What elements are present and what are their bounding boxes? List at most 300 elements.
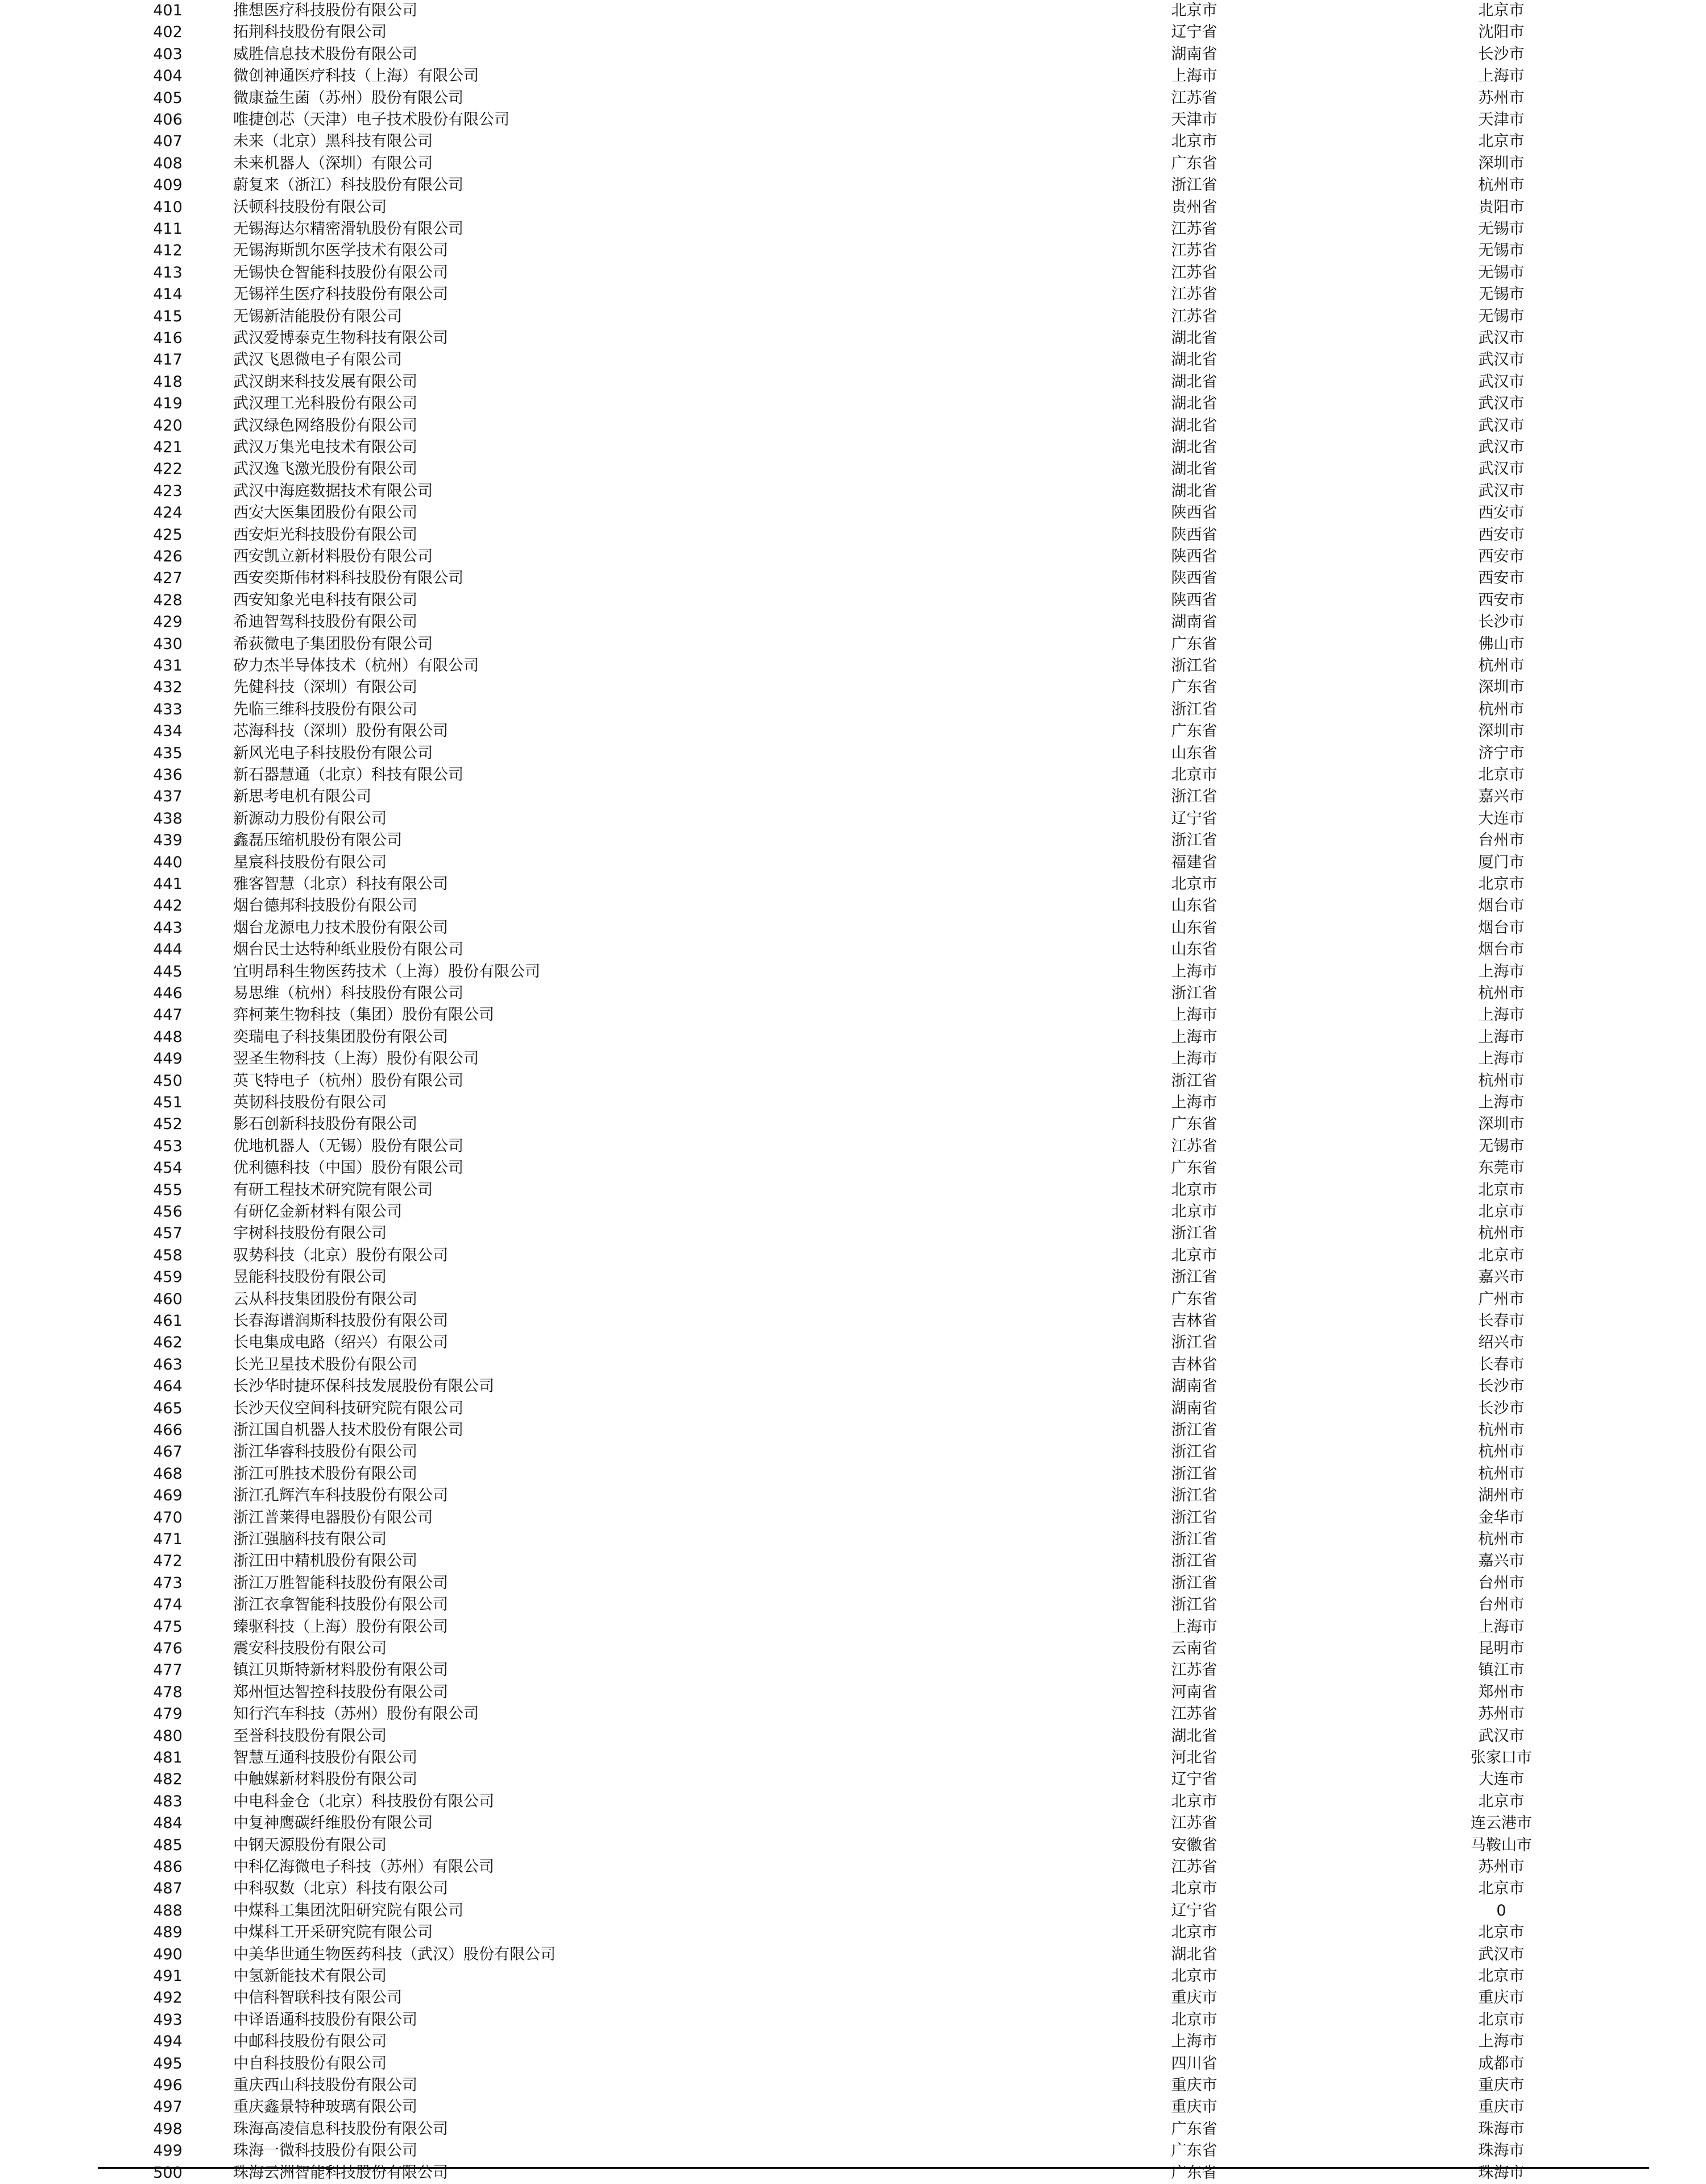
row-number: 478 (153, 1683, 183, 1701)
company-name: 昱能科技股份有限公司 (233, 1268, 387, 1287)
company-name: 烟台德邦科技股份有限公司 (233, 897, 417, 915)
row-number: 440 (153, 853, 183, 871)
city: 武汉市 (1478, 373, 1525, 391)
company-name: 芯海科技（深圳）股份有限公司 (233, 722, 448, 741)
row-number: 435 (153, 744, 183, 762)
company-name: 无锡祥生医疗科技股份有限公司 (233, 286, 448, 304)
row-number: 407 (153, 133, 183, 151)
province: 辽宁省 (1171, 1901, 1218, 1920)
table-row (0, 1027, 1706, 1048)
table-row (0, 2075, 1706, 2096)
province: 江苏省 (1171, 1661, 1218, 1680)
company-name: 臻驱科技（上海）股份有限公司 (233, 1618, 448, 1636)
city: 台州市 (1478, 1596, 1525, 1614)
row-number: 401 (153, 2, 183, 19)
province: 北京市 (1171, 1880, 1218, 1898)
province: 江苏省 (1171, 89, 1218, 107)
company-name: 镇江贝斯特新材料股份有限公司 (233, 1661, 448, 1680)
company-name: 浙江华睿科技股份有限公司 (233, 1443, 417, 1461)
city: 北京市 (1478, 1181, 1525, 1199)
province: 山东省 (1171, 897, 1218, 915)
province: 北京市 (1171, 1792, 1218, 1810)
province: 浙江省 (1171, 1531, 1218, 1548)
table-row (0, 1769, 1706, 1790)
company-name: 奕瑞电子科技集团股份有限公司 (233, 1028, 448, 1046)
row-number: 482 (153, 1771, 183, 1789)
province: 陕西省 (1171, 569, 1218, 588)
company-name: 英韧科技股份有限公司 (233, 1094, 387, 1111)
row-number: 431 (153, 657, 183, 675)
table-row (0, 44, 1706, 65)
city: 无锡市 (1478, 242, 1525, 260)
city: 成都市 (1478, 2054, 1525, 2073)
row-number: 413 (153, 263, 183, 282)
row-number: 402 (153, 23, 183, 42)
company-name: 西安知象光电科技有限公司 (233, 591, 417, 609)
city: 苏州市 (1478, 1705, 1525, 1723)
city: 烟台市 (1478, 919, 1525, 937)
city: 北京市 (1478, 766, 1525, 784)
province: 广东省 (1171, 635, 1218, 653)
company-name: 中译语通科技股份有限公司 (233, 2011, 417, 2029)
company-name: 微创神通医疗科技（上海）有限公司 (233, 67, 479, 85)
province: 浙江省 (1171, 657, 1218, 675)
city: 无锡市 (1478, 286, 1525, 304)
row-number: 484 (153, 1814, 183, 1833)
city: 长沙市 (1478, 1378, 1525, 1396)
table-row (0, 1310, 1706, 1332)
table-row (0, 1289, 1706, 1310)
row-number: 420 (153, 416, 183, 435)
province: 吉林省 (1171, 1312, 1218, 1330)
row-number: 479 (153, 1705, 183, 1723)
row-number: 467 (153, 1443, 183, 1461)
province: 重庆市 (1171, 2077, 1218, 2094)
table-row (0, 786, 1706, 808)
city: 厦门市 (1478, 853, 1525, 871)
province: 江苏省 (1171, 307, 1218, 325)
table-row (0, 1550, 1706, 1572)
province: 福建省 (1171, 853, 1218, 871)
province: 陕西省 (1171, 504, 1218, 522)
city: 杭州市 (1478, 1225, 1525, 1243)
city: 湖州市 (1478, 1487, 1525, 1505)
row-number: 451 (153, 1094, 183, 1111)
city: 烟台市 (1478, 941, 1525, 959)
province: 浙江省 (1171, 1596, 1218, 1614)
row-number: 458 (153, 1246, 183, 1264)
row-number: 412 (153, 242, 183, 260)
row-number: 453 (153, 1137, 183, 1155)
company-name: 希迪智驾科技股份有限公司 (233, 613, 417, 631)
province: 上海市 (1171, 962, 1218, 981)
province: 山东省 (1171, 919, 1218, 937)
table-row (0, 1201, 1706, 1223)
row-number: 410 (153, 198, 183, 216)
table-row (0, 437, 1706, 458)
province: 浙江省 (1171, 1465, 1218, 1483)
company-name: 西安奕斯伟材料科技股份有限公司 (233, 569, 463, 588)
table-row (0, 2053, 1706, 2075)
province: 上海市 (1171, 2033, 1218, 2051)
row-number: 461 (153, 1312, 183, 1330)
row-number: 450 (153, 1072, 183, 1090)
company-name: 易思维（杭州）科技股份有限公司 (233, 985, 463, 1002)
row-number: 491 (153, 1967, 183, 1985)
row-number: 434 (153, 722, 183, 741)
province: 江苏省 (1171, 1137, 1218, 1155)
province: 浙江省 (1171, 700, 1218, 718)
city: 西安市 (1478, 591, 1525, 609)
city: 北京市 (1478, 875, 1525, 893)
city: 苏州市 (1478, 1858, 1525, 1876)
table-row (0, 1332, 1706, 1354)
table-row (0, 1114, 1706, 1135)
city: 无锡市 (1478, 220, 1525, 238)
city: 无锡市 (1478, 263, 1525, 282)
company-name: 驭势科技（北京）股份有限公司 (233, 1246, 448, 1264)
province: 江苏省 (1171, 1858, 1218, 1876)
table-row (0, 1004, 1706, 1026)
city: 重庆市 (1478, 2098, 1525, 2116)
city: 杭州市 (1478, 1443, 1525, 1461)
company-name: 西安大医集团股份有限公司 (233, 504, 417, 522)
table-row (0, 611, 1706, 633)
province: 江苏省 (1171, 1814, 1218, 1833)
row-number: 497 (153, 2098, 183, 2116)
row-number: 471 (153, 1531, 183, 1548)
city: 重庆市 (1478, 1989, 1525, 2007)
row-number: 411 (153, 220, 183, 238)
city: 广州市 (1478, 1290, 1525, 1308)
company-name: 中自科技股份有限公司 (233, 2054, 387, 2073)
table-row (0, 1856, 1706, 1878)
province: 湖北省 (1171, 460, 1218, 478)
table-row (0, 1376, 1706, 1397)
table-row (0, 1223, 1706, 1244)
row-number: 463 (153, 1355, 183, 1374)
city: 杭州市 (1478, 1531, 1525, 1548)
city: 张家口市 (1471, 1749, 1532, 1767)
company-name: 浙江万胜智能科技股份有限公司 (233, 1574, 448, 1592)
city: 嘉兴市 (1478, 1268, 1525, 1287)
table-row (0, 1900, 1706, 1922)
city: 嘉兴市 (1478, 1552, 1525, 1570)
company-name: 浙江衣拿智能科技股份有限公司 (233, 1596, 448, 1614)
table-row (0, 634, 1706, 655)
province: 江苏省 (1171, 286, 1218, 304)
city: 连云港市 (1471, 1814, 1532, 1833)
province: 上海市 (1171, 67, 1218, 85)
table-row (0, 65, 1706, 87)
row-number: 416 (153, 329, 183, 347)
row-number: 457 (153, 1225, 183, 1243)
company-name: 有研工程技术研究院有限公司 (233, 1181, 433, 1199)
row-number: 460 (153, 1290, 183, 1308)
table-row (0, 1573, 1706, 1594)
city: 上海市 (1478, 1028, 1525, 1046)
province: 陕西省 (1171, 526, 1218, 544)
city: 北京市 (1478, 2011, 1525, 2029)
city: 杭州市 (1478, 1421, 1525, 1439)
province: 浙江省 (1171, 1225, 1218, 1243)
company-name: 武汉飞恩微电子有限公司 (233, 351, 402, 369)
row-number: 487 (153, 1880, 183, 1898)
row-number: 499 (153, 2142, 183, 2160)
row-number: 476 (153, 1640, 183, 1657)
city: 贵阳市 (1478, 198, 1525, 216)
company-name: 雅客智慧（北京）科技有限公司 (233, 875, 448, 893)
province: 陕西省 (1171, 548, 1218, 565)
province: 重庆市 (1171, 2098, 1218, 2116)
table-row (0, 1987, 1706, 2009)
province: 江苏省 (1171, 242, 1218, 260)
row-number: 445 (153, 962, 183, 981)
table-row (0, 1726, 1706, 1747)
company-name: 浙江普莱得电器股份有限公司 (233, 1508, 433, 1527)
company-name: 武汉逸飞激光股份有限公司 (233, 460, 417, 478)
city: 嘉兴市 (1478, 788, 1525, 806)
company-name: 矽力杰半导体技术（杭州）有限公司 (233, 657, 479, 675)
province: 重庆市 (1171, 1989, 1218, 2007)
company-name: 未来机器人（深圳）有限公司 (233, 154, 433, 172)
province: 浙江省 (1171, 1443, 1218, 1461)
company-name: 武汉万集光电技术有限公司 (233, 439, 417, 456)
province: 湖南省 (1171, 1399, 1218, 1417)
table-row (0, 1070, 1706, 1092)
province: 浙江省 (1171, 1268, 1218, 1287)
city: 台州市 (1478, 1574, 1525, 1592)
row-number: 490 (153, 1945, 183, 1963)
table-row (0, 1463, 1706, 1485)
company-name: 中钢天源股份有限公司 (233, 1836, 387, 1854)
row-number: 418 (153, 373, 183, 391)
province: 辽宁省 (1171, 809, 1218, 828)
table-row (0, 743, 1706, 764)
province: 贵州省 (1171, 198, 1218, 216)
city: 北京市 (1478, 1792, 1525, 1810)
city: 上海市 (1478, 1050, 1525, 1068)
row-number: 475 (153, 1618, 183, 1636)
table-row (0, 830, 1706, 851)
city: 珠海市 (1478, 2120, 1525, 2138)
company-name: 希荻微电子集团股份有限公司 (233, 635, 433, 653)
province: 上海市 (1171, 1028, 1218, 1046)
row-number: 408 (153, 154, 183, 172)
row-number: 417 (153, 351, 183, 369)
city: 长沙市 (1478, 45, 1525, 63)
company-name: 无锡海达尔精密滑轨股份有限公司 (233, 220, 463, 238)
city: 北京市 (1478, 1924, 1525, 1942)
table-row (0, 1092, 1706, 1114)
province: 江苏省 (1171, 263, 1218, 282)
city: 西安市 (1478, 504, 1525, 522)
table-row (0, 1813, 1706, 1834)
table-row (0, 677, 1706, 698)
city: 绍兴市 (1478, 1334, 1525, 1352)
province: 广东省 (1171, 2164, 1218, 2182)
city: 长春市 (1478, 1355, 1525, 1374)
province: 北京市 (1171, 1181, 1218, 1199)
province: 湖北省 (1171, 329, 1218, 347)
company-name: 唯捷创芯（天津）电子技术股份有限公司 (233, 111, 510, 129)
row-number: 480 (153, 1727, 183, 1745)
city: 武汉市 (1478, 1727, 1525, 1745)
row-number: 436 (153, 766, 183, 784)
city: 深圳市 (1478, 679, 1525, 697)
province: 北京市 (1171, 875, 1218, 893)
city: 武汉市 (1478, 416, 1525, 435)
table-row (0, 852, 1706, 874)
table-row (0, 1441, 1706, 1463)
table-row (0, 1507, 1706, 1529)
row-number: 473 (153, 1574, 183, 1592)
company-name: 翌圣生物科技（上海）股份有限公司 (233, 1050, 479, 1068)
city: 上海市 (1478, 1094, 1525, 1111)
company-name: 宇树科技股份有限公司 (233, 1225, 387, 1243)
company-name: 至誉科技股份有限公司 (233, 1727, 387, 1745)
row-number: 433 (153, 700, 183, 718)
table-row (0, 1682, 1706, 1703)
city: 长春市 (1478, 1312, 1525, 1330)
city: 杭州市 (1478, 1072, 1525, 1090)
row-number: 495 (153, 2054, 183, 2073)
table-row (0, 328, 1706, 349)
province: 浙江省 (1171, 1334, 1218, 1352)
company-name: 珠海一微科技股份有限公司 (233, 2142, 417, 2160)
row-number: 454 (153, 1159, 183, 1177)
city: 昆明市 (1478, 1640, 1525, 1657)
province: 浙江省 (1171, 176, 1218, 195)
province: 湖北省 (1171, 373, 1218, 391)
city: 长沙市 (1478, 613, 1525, 631)
row-number: 486 (153, 1858, 183, 1876)
row-number: 414 (153, 286, 183, 304)
city: 北京市 (1478, 1246, 1525, 1264)
table-row (0, 1638, 1706, 1660)
row-number: 489 (153, 1924, 183, 1942)
company-name: 珠海高凌信息科技股份有限公司 (233, 2120, 448, 2138)
row-number: 443 (153, 919, 183, 937)
province: 湖北省 (1171, 395, 1218, 413)
company-name: 先临三维科技股份有限公司 (233, 700, 417, 718)
company-name: 中科亿海微电子科技（苏州）有限公司 (233, 1858, 494, 1876)
province: 湖北省 (1171, 482, 1218, 500)
table-row (0, 2009, 1706, 2031)
company-name: 中氢新能技术有限公司 (233, 1967, 387, 1985)
company-name: 西安凯立新材料股份有限公司 (233, 548, 433, 565)
row-number: 492 (153, 1989, 183, 2007)
province: 浙江省 (1171, 1574, 1218, 1592)
company-name: 浙江田中精机股份有限公司 (233, 1552, 417, 1570)
province: 吉林省 (1171, 1355, 1218, 1374)
city: 上海市 (1478, 67, 1525, 85)
company-name: 影石创新科技股份有限公司 (233, 1115, 417, 1134)
company-name: 先健科技（深圳）有限公司 (233, 679, 417, 697)
table-row (0, 699, 1706, 721)
city: 武汉市 (1478, 460, 1525, 478)
table-row (0, 895, 1706, 917)
row-number: 427 (153, 569, 183, 588)
row-number: 426 (153, 548, 183, 565)
city: 上海市 (1478, 2033, 1525, 2051)
company-name: 中触媒新材料股份有限公司 (233, 1771, 417, 1789)
row-number: 455 (153, 1181, 183, 1199)
company-name: 英飞特电子（杭州）股份有限公司 (233, 1072, 463, 1090)
company-name: 武汉朗来科技发展有限公司 (233, 373, 417, 391)
table-row (0, 1529, 1706, 1550)
company-name: 浙江国自机器人技术股份有限公司 (233, 1421, 463, 1439)
province: 浙江省 (1171, 1072, 1218, 1090)
province: 湖北省 (1171, 1727, 1218, 1745)
province: 湖北省 (1171, 416, 1218, 435)
province: 北京市 (1171, 1203, 1218, 1221)
table-row (0, 655, 1706, 677)
city: 武汉市 (1478, 395, 1525, 413)
row-number: 477 (153, 1661, 183, 1680)
province: 上海市 (1171, 1006, 1218, 1024)
city: 北京市 (1478, 1203, 1525, 1221)
row-number: 444 (153, 941, 183, 959)
company-name: 推想医疗科技股份有限公司 (233, 2, 417, 19)
city: 武汉市 (1478, 329, 1525, 347)
table-row (0, 1616, 1706, 1638)
row-number: 483 (153, 1792, 183, 1810)
city: 西安市 (1478, 526, 1525, 544)
company-name: 中煤科工开采研究院有限公司 (233, 1924, 433, 1942)
province: 广东省 (1171, 154, 1218, 172)
province: 浙江省 (1171, 832, 1218, 850)
company-name: 鑫磊压缩机股份有限公司 (233, 832, 402, 850)
row-number: 439 (153, 832, 183, 850)
city: 大连市 (1478, 809, 1525, 828)
city: 深圳市 (1478, 1115, 1525, 1134)
table-row (0, 1835, 1706, 1856)
province: 湖北省 (1171, 351, 1218, 369)
table-row (0, 1922, 1706, 1943)
table-row (0, 22, 1706, 43)
row-number: 425 (153, 526, 183, 544)
province: 河北省 (1171, 1749, 1218, 1767)
province: 广东省 (1171, 1115, 1218, 1134)
row-number: 464 (153, 1378, 183, 1396)
table-row (0, 481, 1706, 502)
company-name: 珠海云洲智能科技股份有限公司 (233, 2164, 448, 2182)
province: 广东省 (1171, 722, 1218, 741)
company-name: 优地机器人（无锡）股份有限公司 (233, 1137, 463, 1155)
province: 北京市 (1171, 1246, 1218, 1264)
row-number: 421 (153, 439, 183, 456)
table-row (0, 153, 1706, 175)
province: 湖南省 (1171, 613, 1218, 631)
row-number: 456 (153, 1203, 183, 1221)
row-number: 422 (153, 460, 183, 478)
table-row (0, 524, 1706, 546)
city: 济宁市 (1478, 744, 1525, 762)
company-name: 中邮科技股份有限公司 (233, 2033, 387, 2051)
province: 湖南省 (1171, 45, 1218, 63)
row-number: 409 (153, 176, 183, 195)
city: 珠海市 (1478, 2142, 1525, 2160)
company-name: 新思考电机有限公司 (233, 788, 371, 806)
table-row (0, 109, 1706, 131)
province: 广东省 (1171, 2120, 1218, 2138)
province: 安徽省 (1171, 1836, 1218, 1854)
table-row (0, 961, 1706, 983)
company-name: 无锡海斯凯尔医学技术有限公司 (233, 242, 448, 260)
province: 江苏省 (1171, 220, 1218, 238)
company-name: 宜明昂科生物医药技术（上海）股份有限公司 (233, 962, 540, 981)
